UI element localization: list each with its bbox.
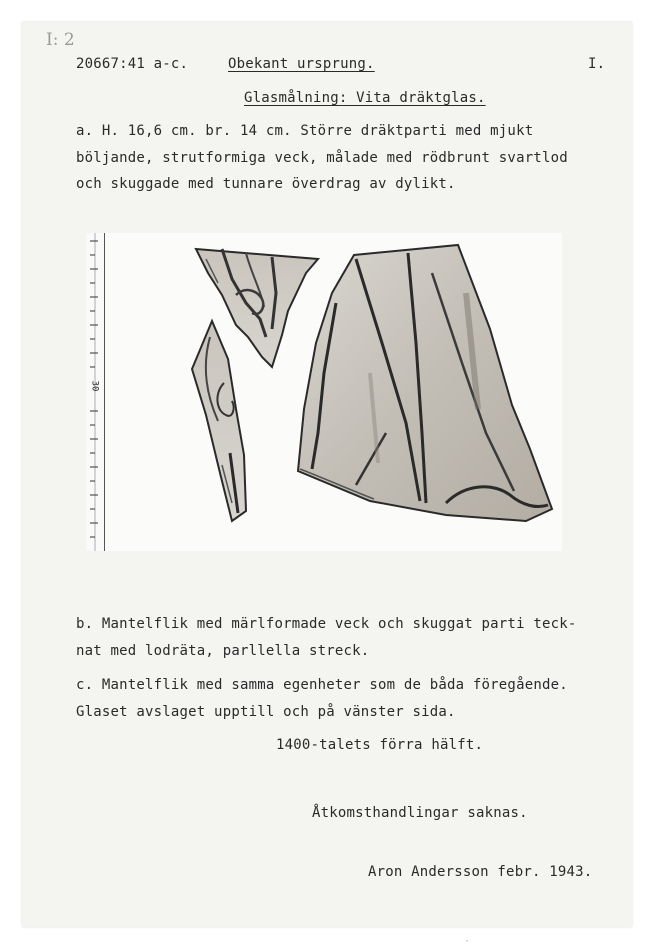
entry-b-line: nat med lodräta, parllella streck. (76, 643, 370, 659)
pencil-mark: I: 2 (46, 30, 75, 50)
entry-a-line: böljande, strutformiga veck, målade med rödbrunt svartlod (76, 150, 568, 166)
catalog-number: 20667:41 a-c. (76, 56, 189, 72)
entry-c-line: Glaset avslaget upptill och på vänster sida. (76, 704, 456, 720)
author-signature: Aron Andersson febr. 1943. (368, 864, 593, 880)
fragment-a (298, 245, 552, 521)
dating-text: 1400-talets förra hälft. (276, 737, 484, 753)
entry-a-line: a. H. 16,6 cm. br. 14 cm. Större dräktparti med mjukt (76, 123, 534, 139)
fragment-c (192, 321, 246, 521)
glass-fragments-photo (86, 233, 562, 551)
entry-c-line: c. Mantelflik med samma egenheter som de båda föregående. (76, 677, 568, 693)
paper-speck: · (464, 936, 471, 947)
acquisition-note: Åtkomsthandlingar saknas. (312, 805, 528, 821)
ruler-label: 30 (89, 380, 100, 392)
entry-a-line: och skuggade med tunnare överdrag av dylikt. (76, 176, 456, 192)
category-heading: Glasmålning: Vita dräktglas. (244, 90, 486, 106)
origin-heading: Obekant ursprung. (228, 56, 375, 72)
entry-b-line: b. Mantelflik med märlformade veck och skuggat parti teck- (76, 616, 577, 632)
page-number: I. (588, 56, 606, 72)
